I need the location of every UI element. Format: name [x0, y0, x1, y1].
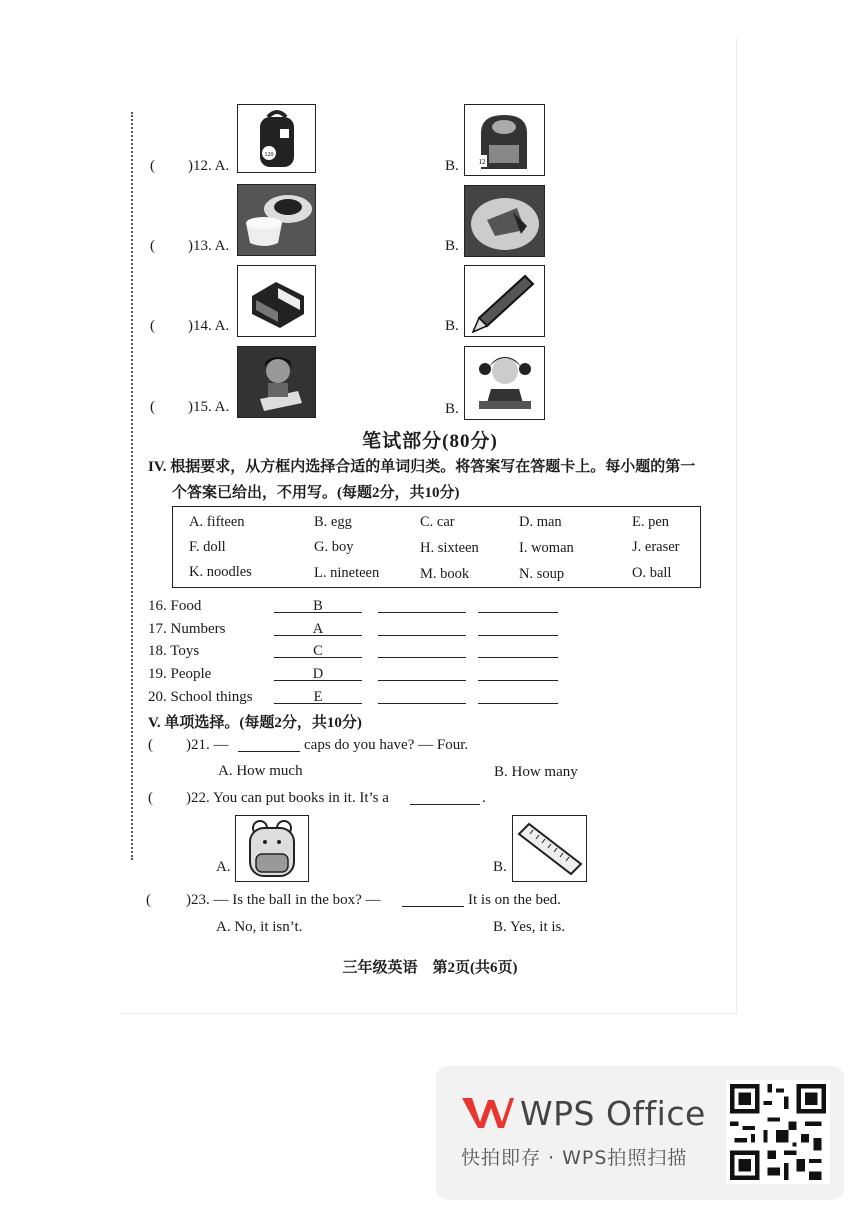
wps-logo-icon — [460, 1094, 516, 1132]
answer-blank — [378, 643, 466, 658]
answer-paren: ( — [146, 892, 151, 908]
answer-paren: ( — [150, 318, 155, 334]
answer-paren: ( — [148, 790, 153, 806]
answer-blank — [478, 598, 558, 613]
answer-paren: ( — [148, 737, 153, 753]
answer-paren: ( — [150, 158, 155, 174]
fill-blank — [238, 737, 300, 752]
option-b-label: B. — [445, 318, 459, 334]
answer-blank — [478, 643, 558, 658]
wps-tagline: 快拍即存 · WPS拍照扫描 — [461, 1147, 688, 1169]
option-a-label: A. — [216, 859, 231, 875]
word-option: K. noodles — [189, 564, 252, 580]
answer-blank — [478, 666, 558, 681]
section-5-title: V. 单项选择。(每题2分，共10分) — [148, 715, 362, 731]
category-label: 18. Toys — [148, 643, 200, 659]
word-option: E. pen — [632, 514, 670, 530]
question-22-period: . — [482, 790, 486, 806]
option-b: B. How many — [494, 764, 578, 780]
answer-blank: E — [274, 689, 362, 704]
svg-text:120: 120 — [264, 152, 274, 158]
question-21-text: )21. — — [186, 737, 229, 753]
question-label: )15. A. — [188, 399, 230, 415]
question-23-text: )23. — Is the ball in the box? — — [186, 892, 381, 908]
backpack-image — [237, 104, 316, 173]
word-option: B. egg — [314, 514, 352, 530]
section-4-instruction-cont: 个答案已给出，不用写。(每题2分，共10分) — [172, 485, 460, 501]
page-footer: 三年级英语 第2页(共6页) — [342, 960, 518, 976]
answer-blank — [378, 689, 466, 704]
schoolbag-image — [235, 815, 309, 882]
answer-blank — [478, 621, 558, 636]
category-label: 19. People — [148, 666, 212, 682]
answer-blank: B — [274, 598, 362, 613]
category-label: 16. Food — [148, 598, 202, 614]
girl-reading-image — [237, 346, 316, 418]
option-b-label: B. — [493, 859, 507, 875]
ruler-image — [512, 815, 587, 882]
word-option: L. nineteen — [314, 565, 380, 581]
option-b-label: B. — [445, 158, 459, 174]
question-23-text-end: It is on the bed. — [468, 892, 561, 908]
girl-writing-image — [464, 346, 545, 420]
option-a: A. How much — [218, 763, 303, 779]
word-option: H. sixteen — [420, 540, 479, 556]
word-option: I. woman — [519, 540, 574, 556]
rice-bowl-image — [237, 184, 316, 256]
written-part-title: 笔试部分(80分) — [362, 431, 498, 452]
answer-paren: ( — [150, 399, 155, 415]
backpack-image — [464, 104, 545, 176]
word-option: F. doll — [189, 539, 226, 555]
option-b-label: B. — [445, 238, 459, 254]
question-label: )12. A. — [188, 158, 230, 174]
answer-blank — [378, 598, 466, 613]
qr-code — [726, 1080, 830, 1184]
word-option: O. ball — [632, 565, 672, 581]
question-label: )14. A. — [188, 318, 230, 334]
word-option: A. fifteen — [189, 514, 245, 530]
option-b: B. Yes, it is. — [493, 919, 566, 935]
paper-edge — [120, 1013, 737, 1014]
option-a: A. No, it isn’t. — [216, 919, 303, 935]
word-option: D. man — [519, 514, 562, 530]
question-label: )13. A. — [188, 238, 230, 254]
word-option: J. eraser — [632, 539, 680, 555]
fill-blank — [410, 790, 480, 805]
pencil-image — [464, 265, 545, 337]
category-label: 20. School things — [148, 689, 253, 705]
binding-margin-line — [131, 112, 133, 860]
answer-blank — [478, 689, 558, 704]
answer-blank: D — [274, 666, 362, 681]
answer-blank: C — [274, 643, 362, 658]
eraser-image — [237, 265, 316, 337]
option-b-label: B. — [445, 401, 459, 417]
word-option: M. book — [420, 566, 470, 582]
answer-blank — [378, 621, 466, 636]
paper-edge — [736, 38, 737, 1013]
word-option: G. boy — [314, 539, 354, 555]
fill-blank — [402, 892, 464, 907]
cake-plate-image — [464, 185, 545, 257]
section-4-instruction: IV. 根据要求，从方框内选择合适的单词归类。将答案写在答题卡上。每小题的第一 — [148, 459, 696, 475]
svg-text:12: 12 — [478, 158, 486, 166]
question-21-text-end: caps do you have? — Four. — [304, 737, 469, 753]
category-label: 17. Numbers — [148, 621, 226, 637]
answer-paren: ( — [150, 238, 155, 254]
word-option: N. soup — [519, 566, 565, 582]
question-22-text: )22. You can put books in it. It’s a — [186, 790, 389, 806]
wps-brand-text: WPS Office — [520, 1094, 706, 1133]
answer-blank: A — [274, 621, 362, 636]
word-option: C. car — [420, 514, 455, 530]
answer-blank — [378, 666, 466, 681]
